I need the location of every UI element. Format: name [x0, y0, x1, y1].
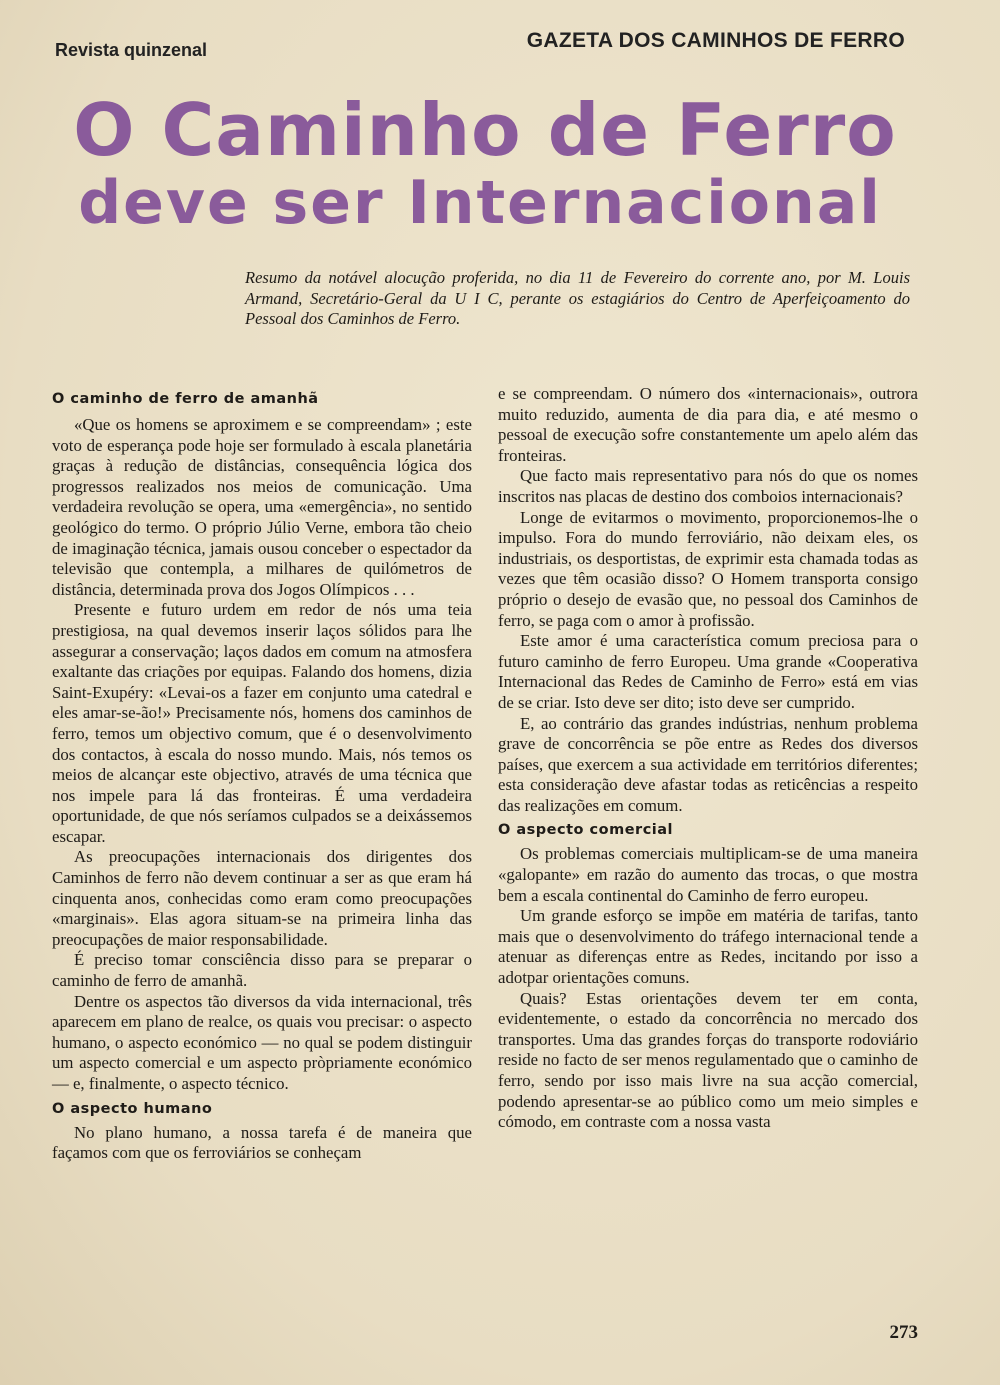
paragraph: Presente e futuro urdem em redor de nós uma teia prestigiosa, na qual devemos inserir laços sólidos para lhe assegurar a conservação; laços dados em comum na atmosfera exaltante das criações por equipas. Falando dos homens, dizia Saint-Exupéry: «Levai-os a fazer em conjunto uma catedral e eles amar-se-ão!» Precisamente nós, homens dos caminhos de ferro, temos um objectivo comum, que é o desenvolvimento dos contactos, à escala do nosso mundo. Mais, nós temos os meios de alcançar este objectivo, através de uma técnica que nos impele para lá das fronteiras. É uma verdadeira oportunidade, de que nós seríamos culpados se a deixássemos escapar.	[52, 600, 472, 846]
paragraph: Este amor é uma característica comum preciosa para o futuro caminho de ferro Europeu. Uma grande «Cooperativa Internacional das Redes de Caminho de Ferro» está em vias de se criar. Isto deve ser dito; isto deve ser cumprido.	[498, 631, 918, 712]
page-number: 273	[889, 1322, 918, 1343]
paragraph: e se compreendam. O número dos «internacionais», outrora muito reduzido, aumenta de dia para dia, e até mesmo o pessoal de execução sofre constantemente um apelo além das fronteiras.	[498, 384, 918, 465]
article-title-line2: deve ser Internacional	[78, 168, 882, 238]
right-column	[498, 384, 918, 1133]
paragraph: Os problemas comerciais multiplicam-se de uma maneira «galopante» em razão do aumento das trocas, o que mostra bem a escala continental do Caminho de ferro europeu.	[498, 844, 918, 905]
running-header-right: GAZETA DOS CAMINHOS DE FERRO	[526, 29, 905, 52]
section-heading: O caminho de ferro de amanhã	[52, 391, 319, 407]
section-heading: O aspecto comercial	[498, 822, 674, 839]
paragraph: É preciso tomar consciência disso para se preparar o caminho de ferro de amanhã.	[52, 950, 472, 991]
article-title-line1: O Caminho de Ferro	[73, 88, 897, 172]
section-heading: O aspecto humano	[52, 1100, 213, 1117]
article-abstract: Resumo da notável alocução proferida, no dia 11 de Fevereiro do corrente ano, por M. Louis Armand, Secretário-Geral da U I C, perante os estagiários do Centro de Aperfeiçoamento do Pessoal dos Caminhos de Ferro.	[245, 268, 910, 328]
paragraph: As preocupações internacionais dos dirigentes dos Caminhos de ferro não devem continuar a ser as que eram há cinquenta anos, conhecidas como eram como preocupações «marginais». Elas agora situam-se na primeira linha das preocupações de maior responsabilidade.	[52, 847, 472, 949]
paragraph: Que facto mais representativo para nós do que os nomes inscritos nas placas de destino dos comboios internacionais?	[498, 466, 918, 506]
paragraph: E, ao contrário das grandes indústrias, nenhum problema grave de concorrência se põe entre as Redes dos diversos países, que exercem a sua actividade em territórios diferentes; esta consideração deve afastar todas as reticências a respeito das realizações em comum.	[498, 713, 918, 815]
paragraph: Quais? Estas orientações devem ter em conta, evidentemente, o estado da concorrência no mercado dos transportes. Uma das grandes forças do transporte rodoviário reside no facto de ser menos regulamentado que o caminho de ferro, sendo por isso mais livre na sua acção comercial, podendo apresentar-se ao público como um meio simples e cómodo, em contraste com a nossa vasta	[498, 988, 918, 1132]
paragraph: Longe de evitarmos o movimento, proporcionemos-lhe o impulso. Fora do mundo ferroviário, não deixam eles, os industriais, os desportistas, de exprimir esta chamada todas as vezes que têm ocasião disso? O Homem transporta consigo próprio o desejo de evasão que, no pessoal dos Caminhos de ferro, se paga com o amor à profissão.	[498, 507, 918, 630]
paragraph: No plano humano, a nossa tarefa é de maneira que façamos com que os ferroviários se conheçam	[52, 1122, 472, 1163]
running-header-left: Revista quinzenal	[55, 40, 208, 60]
paragraph: Um grande esforço se impõe em matéria de tarifas, tanto mais que o desenvolvimento do tráfego internacional tende a atenuar as diferenças entre as Redes, incitando por isso a adotpar orientações comuns.	[498, 906, 918, 988]
left-column	[52, 384, 472, 1164]
paragraph: Dentre os aspectos tão diversos da vida internacional, três aparecem em plano de realce, os quais vou precisar: o aspecto humano, o aspecto económico — no qual se podem distinguir um aspecto comercial e um aspecto pròpriamente económico — e, finalmente, o aspecto técnico.	[52, 991, 472, 1093]
paragraph: «Que os homens se aproximem e se compreendam» ; este voto de esperança pode hoje ser formulado à escala planetária graças à redução de distâncias, consequência lógica dos progressos realizados nos meios de comunicação. Uma verdadeira revolução se opera, uma «emergência», no sentido geológico do termo. O próprio Júlio Verne, embora tão cheio de imaginação técnica, jamais ousou conceber o espectador da televisão que contempla, a milhares de quilómetros de distância, determinada prova dos Jogos Olímpicos . . .	[52, 415, 472, 599]
